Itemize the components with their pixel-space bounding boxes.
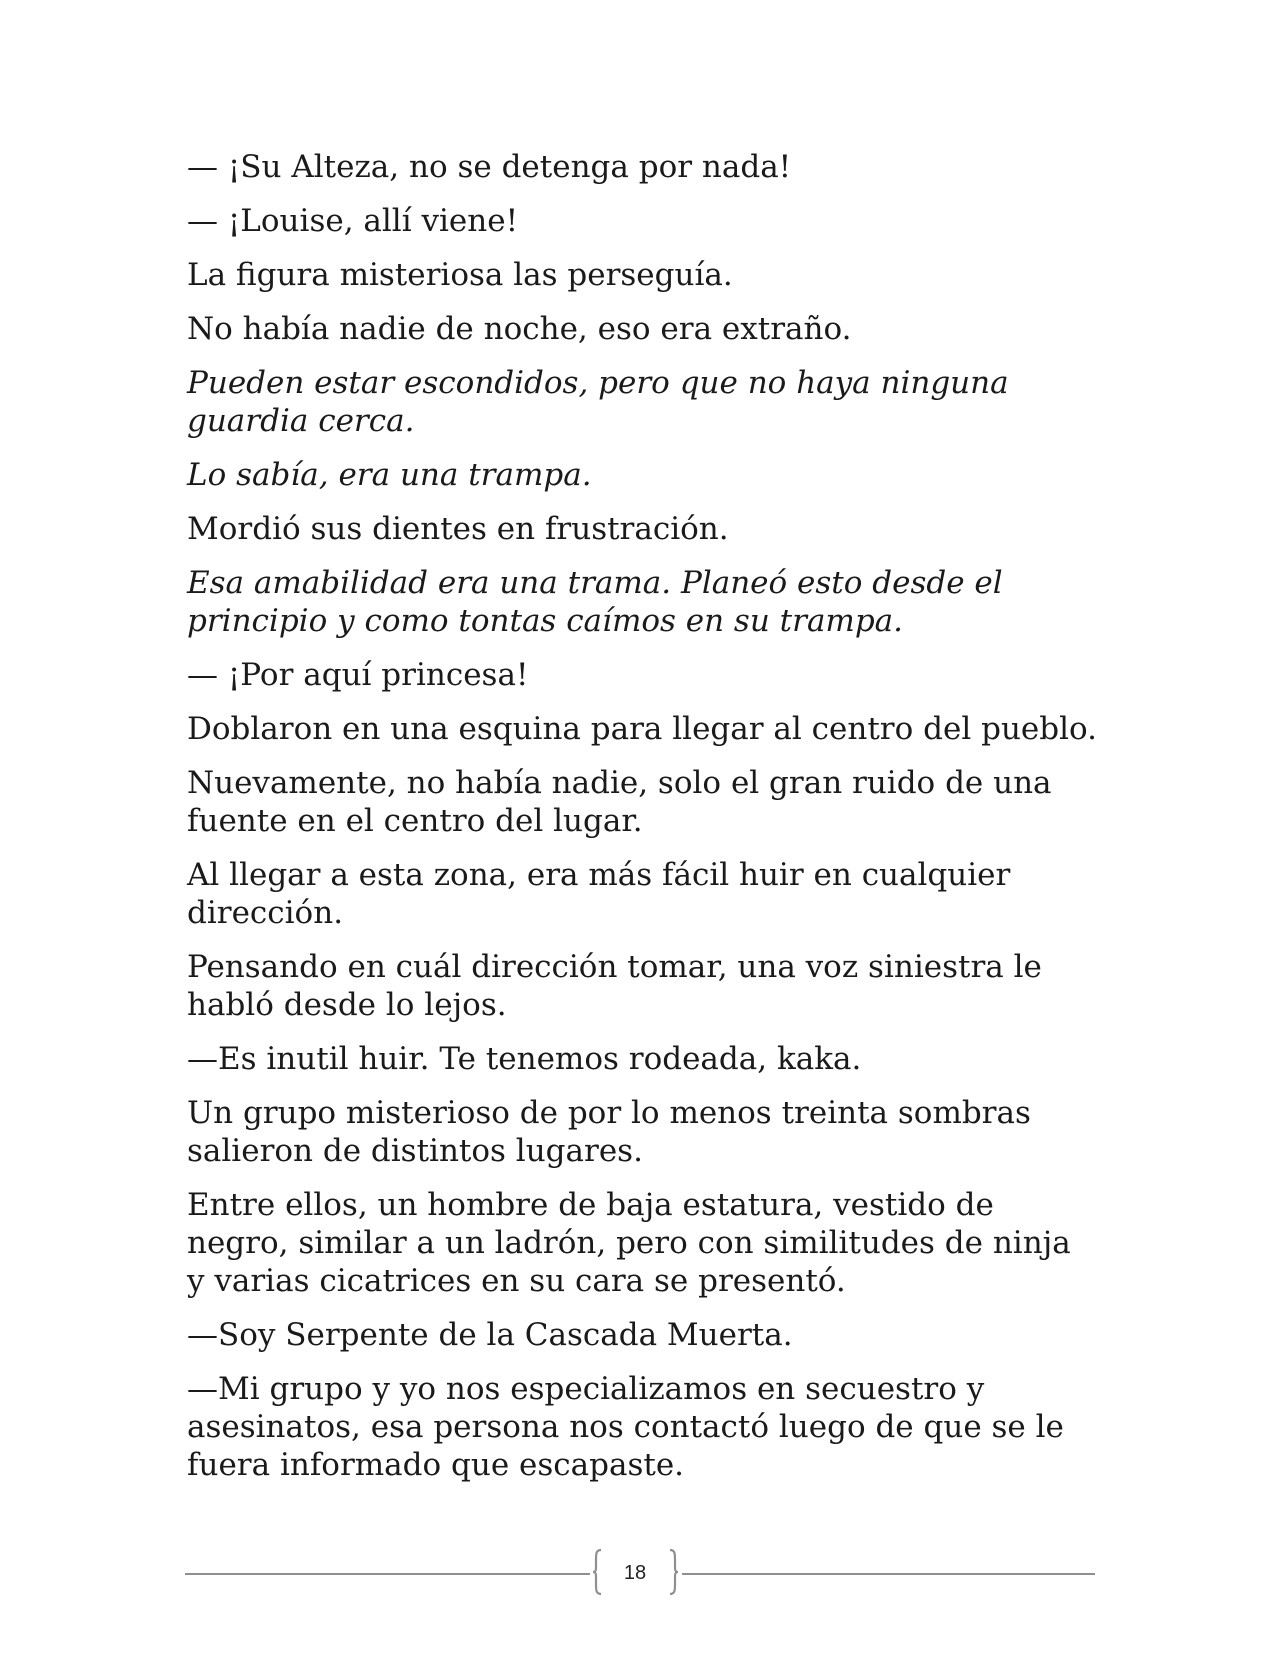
right-brace-icon: [669, 1548, 679, 1596]
paragraph: —Es inutil huir. Te tenemos rodeada, kaka.: [187, 1041, 862, 1077]
paragraph: Un grupo misterioso de por lo menos treinta sombras salieron de distintos lugares.: [187, 1095, 1031, 1169]
paragraph: Entre ellos, un hombre de baja estatura, vestido de negro, similar a un ladrón, pero con similitudes de ninja y varias cicatrices en su cara se presentó.: [187, 1187, 1071, 1299]
paragraph-italic: Esa amabilidad era una trama. Planeó esto desde el principio y como tontas caímos en su trampa.: [187, 565, 1003, 639]
paragraph: —Soy Serpente de la Cascada Muerta.: [187, 1317, 793, 1353]
paragraph: Doblaron en una esquina para llegar al centro del pueblo.: [187, 711, 1097, 747]
page-footer: [185, 1548, 1095, 1600]
paragraph-italic: Pueden estar escondidos, pero que no haya ninguna guardia cerca.: [187, 365, 1009, 439]
left-brace-icon: [592, 1548, 602, 1596]
body-text: [187, 148, 1097, 1500]
footer-rule-left: [185, 1573, 590, 1575]
paragraph: Al llegar a esta zona, era más fácil huir en cualquier dirección.: [187, 857, 1011, 931]
page-number: 18: [623, 1562, 647, 1584]
paragraph: La figura misteriosa las perseguía.: [187, 257, 733, 293]
paragraph: — ¡Louise, allí viene!: [187, 203, 519, 239]
paragraph: — ¡Por aquí princesa!: [187, 657, 529, 693]
paragraph: Mordió sus dientes en frustración.: [187, 511, 729, 547]
paragraph: — ¡Su Alteza, no se detenga por nada!: [187, 149, 792, 185]
paragraph: Pensando en cuál dirección tomar, una voz siniestra le habló desde lo lejos.: [187, 949, 1042, 1023]
paragraph: No había nadie de noche, eso era extraño.: [187, 311, 852, 347]
footer-rule-right: [682, 1573, 1095, 1575]
paragraph: Nuevamente, no había nadie, solo el gran ruido de una fuente en el centro del lugar.: [187, 765, 1052, 839]
paragraph-italic: Lo sabía, era una trampa.: [187, 457, 592, 493]
paragraph: —Mi grupo y yo nos especializamos en secuestro y asesinatos, esa persona nos contactó luego de que se le fuera informado que escapaste.: [187, 1371, 1064, 1483]
